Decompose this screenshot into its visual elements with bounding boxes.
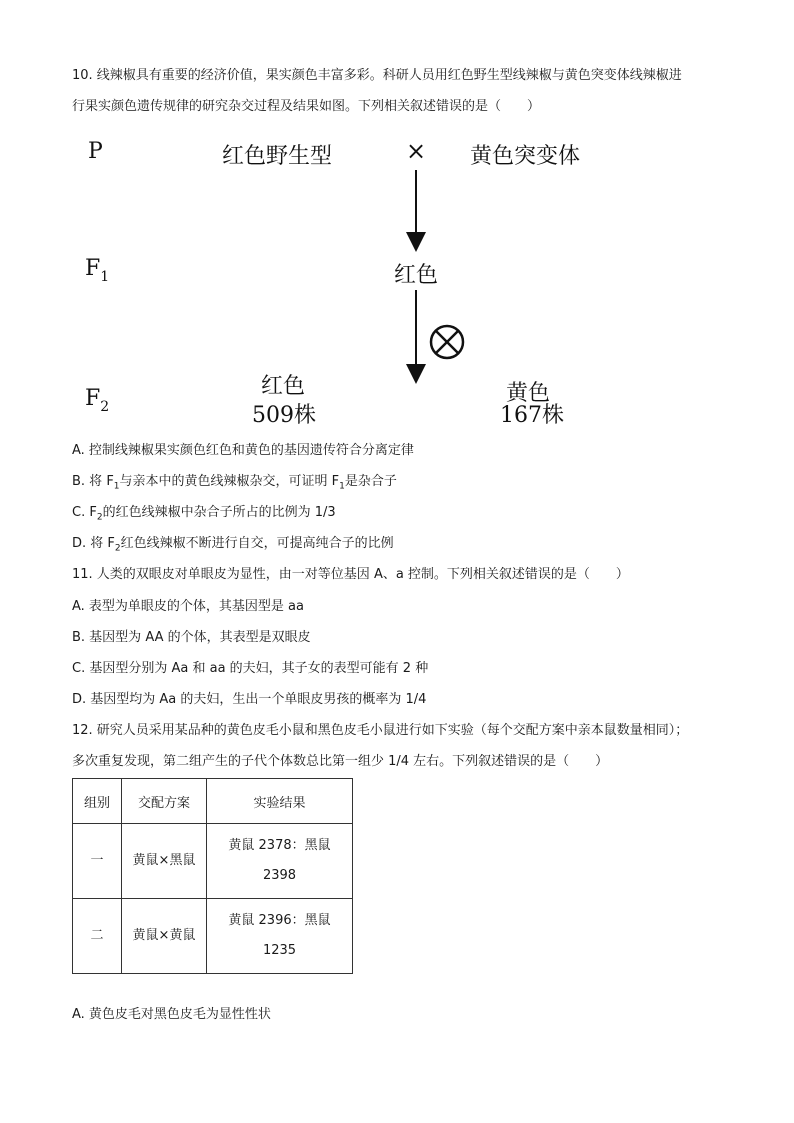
p-label: P [88, 139, 103, 164]
f1-label: $F_1$ [85, 256, 110, 285]
f2-yellow-count: 167株 [500, 403, 564, 428]
f2-red: 红色 [260, 374, 305, 399]
f2-yellow: 黄色 [506, 381, 551, 406]
f2-red-count: 509株 [252, 403, 316, 428]
parent2-label: 黄色突变体 [470, 144, 581, 169]
q12-stem-line1: 12. 研究人员采用某品种的黄色皮毛小鼠和黑色皮毛小鼠进行如下实验（每个交配方案中亲本鼠数量相同）； [72, 723, 689, 738]
q10-stem-line1: 10. 线辣椒具有重要的经济价值，果实颜色丰富多彩。科研人员用红色野生型线辣椒与黄色突变体线辣椒进 [72, 68, 682, 83]
q10-option-a: A. 控制线辣椒果实颜色红色和黄色的基因遗传符合分离定律 [72, 443, 414, 458]
table-row [73, 899, 353, 974]
q11-option-c: C. 基因型分别为 Aa 和 aa 的夫妇，其子女的表型可能有 2 种 [72, 661, 429, 676]
row2-group: 二 [73, 899, 122, 974]
table-header-row [73, 779, 353, 824]
q11-option-d: D. 基因型均为 Aa 的夫妇，生出一个单眼皮男孩的概率为 1/4 [72, 692, 427, 707]
q10-option-c: C. $F_2$的红色线辣椒中杂合子所占的比例为 1/3 [72, 505, 336, 523]
parent1-label: 红色野生型 [222, 144, 333, 169]
row2-scheme: 黄鼠×黄鼠 [122, 899, 207, 974]
cross-arrows [0, 0, 794, 420]
experiment-table [72, 778, 353, 974]
header-group: 组别 [73, 779, 122, 824]
row1-group: 一 [73, 824, 122, 899]
q10-option-d: D. 将 $F_2$红色线辣椒不断进行自交，可提高纯合子的比例 [72, 536, 394, 554]
table-row [73, 824, 353, 899]
cross-symbol: × [406, 137, 427, 165]
row1-scheme: 黄鼠×黑鼠 [122, 824, 207, 899]
self-cross-icon [431, 326, 463, 358]
q11-stem: 11. 人类的双眼皮对单眼皮为显性，由一对等位基因 A、a 控制。下列相关叙述错误的是（ ） [72, 567, 629, 582]
q10-stem-line2: 行果实颜色遗传规律的研究杂交过程及结果如图。下列相关叙述错误的是（ ） [72, 99, 541, 114]
f2-label: $F_2$ [85, 386, 110, 415]
row1-result: 黄鼠 2378：黑鼠 2398 [207, 824, 353, 899]
row2-result: 黄鼠 2396：黑鼠 1235 [207, 899, 353, 974]
q12-stem-line2: 多次重复发现，第二组产生的子代个体数总比第一组少 1/4 左右。下列叙述错误的是（ ） [72, 754, 609, 769]
q12-option-a: A. 黄色皮毛对黑色皮毛为显性性状 [72, 1007, 271, 1022]
header-scheme: 交配方案 [122, 779, 207, 824]
q11-option-b: B. 基因型为 AA 的个体，其表型是双眼皮 [72, 630, 311, 645]
header-result: 实验结果 [207, 779, 353, 824]
q11-option-a: A. 表型为单眼皮的个体，其基因型是 aa [72, 599, 304, 614]
q10-option-b: B. 将 $F_1$与亲本中的黄色线辣椒杂交，可证明 $F_1$是杂合子 [72, 474, 397, 492]
f1-phenotype: 红色 [394, 263, 439, 288]
